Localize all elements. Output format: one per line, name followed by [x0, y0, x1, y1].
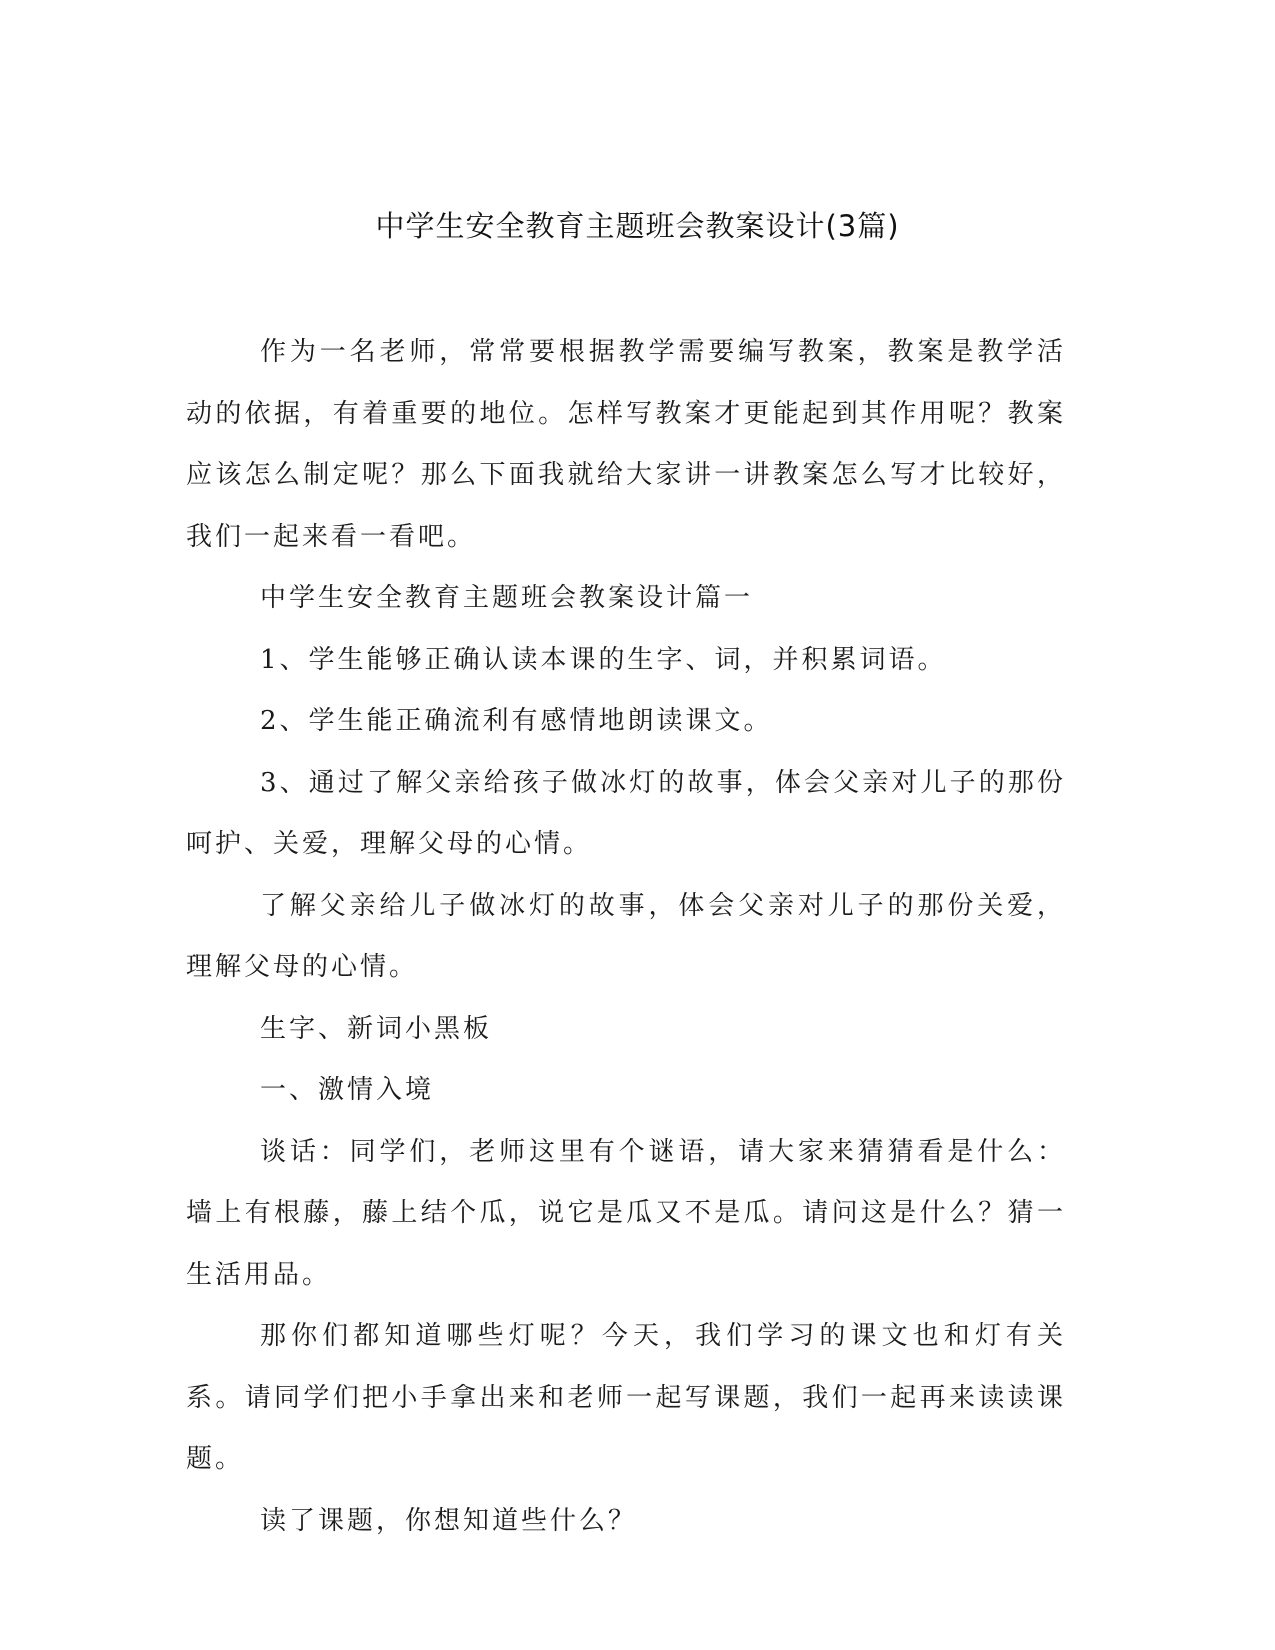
paragraph-riddle: 谈话：同学们，老师这里有个谜语，请大家来猜猜看是什么：墙上有根藤，藤上结个瓜，说它是瓜又不是瓜。请问这是什么？猜一生活用品。	[186, 1136, 1066, 1290]
document-title: 中学生安全教育主题班会教案设计(3篇)	[375, 209, 900, 243]
paragraph-step-heading: 一、激情入境	[260, 1075, 435, 1105]
paragraph-objective-3: 3、通过了解父亲给孩子做冰灯的故事，体会父亲对儿子的那份呵护、关爱，理解父母的心情。	[186, 767, 1066, 859]
paragraph-key-point: 了解父亲给儿子做冰灯的故事，体会父亲对儿子的那份关爱，理解父母的心情。	[186, 890, 1066, 982]
document-body	[186, 322, 1066, 1552]
paragraph-objective-1: 1、学生能够正确认读本课的生字、词，并积累词语。	[260, 644, 947, 675]
paragraph-materials: 生字、新词小黑板	[260, 1013, 493, 1044]
paragraph-objective-2: 2、学生能正确流利有感情地朗读课文。	[260, 706, 773, 736]
paragraph-section-heading: 中学生安全教育主题班会教案设计篇一	[260, 583, 754, 613]
paragraph-intro: 作为一名老师，常常要根据教学需要编写教案，教案是教学活动的依据，有着重要的地位。怎样写教案才更能起到其作用呢？教案应该怎么制定呢？那么下面我就给大家讲一讲教案怎么写才比较好，我们一起来看一看吧。	[186, 337, 1066, 552]
paragraph-question: 读了课题，你想知道些什么？	[260, 1505, 638, 1536]
paragraph-lamps: 那你们都知道哪些灯呢？今天，我们学习的课文也和灯有关系。请同学们把小手拿出来和老师一起写课题，我们一起再来读读课题。	[186, 1321, 1066, 1474]
